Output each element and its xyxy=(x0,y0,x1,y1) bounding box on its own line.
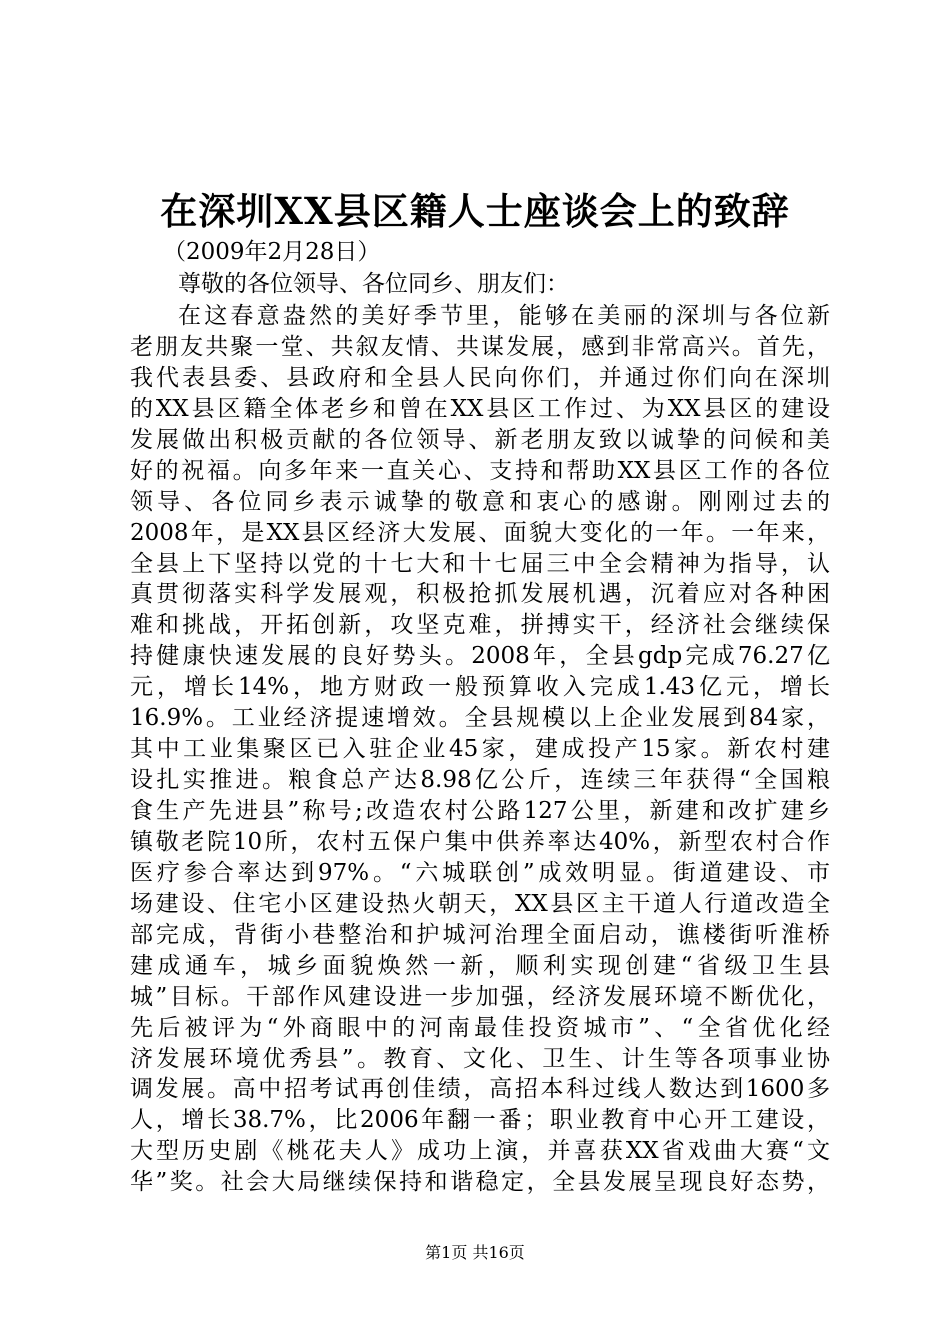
body-line: 在这春意盎然的美好季节里，能够在美丽的深圳与各位新 xyxy=(178,303,830,329)
body-line: 华”奖。社会大局继续保持和谐稳定，全县发展呈现良好态势， xyxy=(130,1169,830,1196)
body-paragraph xyxy=(130,301,830,1198)
body-line: 2008年，是XX县区经济大发展、面貌大变化的一年。一年来， xyxy=(130,519,830,546)
body-line: 城”目标。干部作风建设进一步加强，经济发展环境不断优化， xyxy=(130,983,830,1010)
body-line: 元，增长14%，地方财政一般预算收入完成1.43亿元，增长 xyxy=(130,674,830,701)
body-line: 发展做出积极贡献的各位领导、新老朋友致以诚挚的问候和美 xyxy=(130,426,830,453)
body-line: 人，增长38.7%，比2006年翻一番；职业教育中心开工建设， xyxy=(130,1107,830,1134)
body-line: 调发展。高中招考试再创佳绩，高招本科过线人数达到1600多 xyxy=(130,1076,830,1103)
body-line: 的XX县区籍全体老乡和曾在XX县区工作过、为XX县区的建设 xyxy=(130,395,830,422)
body-line: 场建设、住宅小区建设热火朝天，XX县区主干道人行道改造全 xyxy=(130,890,830,917)
body-line: 我代表县委、县政府和全县人民向你们，并通过你们向在深圳 xyxy=(130,364,830,391)
body-line: 真贯彻落实科学发展观，积极抢抓发展机遇，沉着应对各种困 xyxy=(130,581,830,608)
body-line: 难和挑战，开拓创新，攻坚克难，拼搏实干，经济社会继续保 xyxy=(130,612,830,639)
body-line: 领导、各位同乡表示诚挚的敬意和衷心的感谢。刚刚过去的 xyxy=(130,488,830,515)
body-line: 老朋友共聚一堂、共叙友情、共谋发展，感到非常高兴。首先， xyxy=(130,333,830,360)
body-line: 医疗参合率达到97%。“六城联创”成效明显。街道建设、市 xyxy=(130,859,830,886)
document-date: （2009年2月28日） xyxy=(163,239,381,265)
body-line: 好的祝福。向多年来一直关心、支持和帮助XX县区工作的各位 xyxy=(130,457,830,484)
body-line: 建成通车，城乡面貌焕然一新，顺利实现创建“省级卫生县 xyxy=(130,952,830,979)
page-footer: 第1页 共16页 xyxy=(425,1243,525,1262)
body-line: 镇敬老院10所，农村五保户集中供养率达40%，新型农村合作 xyxy=(130,828,830,855)
body-line: 其中工业集聚区已入驻企业45家，建成投产15家。新农村建 xyxy=(130,736,830,763)
salutation: 尊敬的各位领导、各位同乡、朋友们： xyxy=(178,271,569,297)
document-title: 在深圳XX县区籍人士座谈会上的致辞 xyxy=(160,189,790,233)
body-line: 设扎实推进。粮食总产达8.98亿公斤，连续三年获得“全国粮 xyxy=(130,767,830,794)
body-line: 济发展环境优秀县”。教育、文化、卫生、计生等各项事业协 xyxy=(130,1045,830,1072)
body-line: 持健康快速发展的良好势头。2008年，全县gdp完成76.27亿 xyxy=(130,643,830,670)
body-line: 16.9%。工业经济提速增效。全县规模以上企业发展到84家， xyxy=(130,705,830,732)
body-line: 大型历史剧《桃花夫人》成功上演，并喜获XX省戏曲大赛“文 xyxy=(130,1138,830,1165)
body-line: 先后被评为“外商眼中的河南最佳投资城市”、“全省优化经 xyxy=(130,1014,830,1041)
body-line: 食生产先进县”称号;改造农村公路127公里，新建和改扩建乡 xyxy=(130,798,830,824)
body-line: 部完成，背街小巷整治和护城河治理全面启动，谯楼街听淮桥 xyxy=(130,921,830,948)
body-line: 全县上下坚持以党的十七大和十七届三中全会精神为指导，认 xyxy=(130,550,830,577)
